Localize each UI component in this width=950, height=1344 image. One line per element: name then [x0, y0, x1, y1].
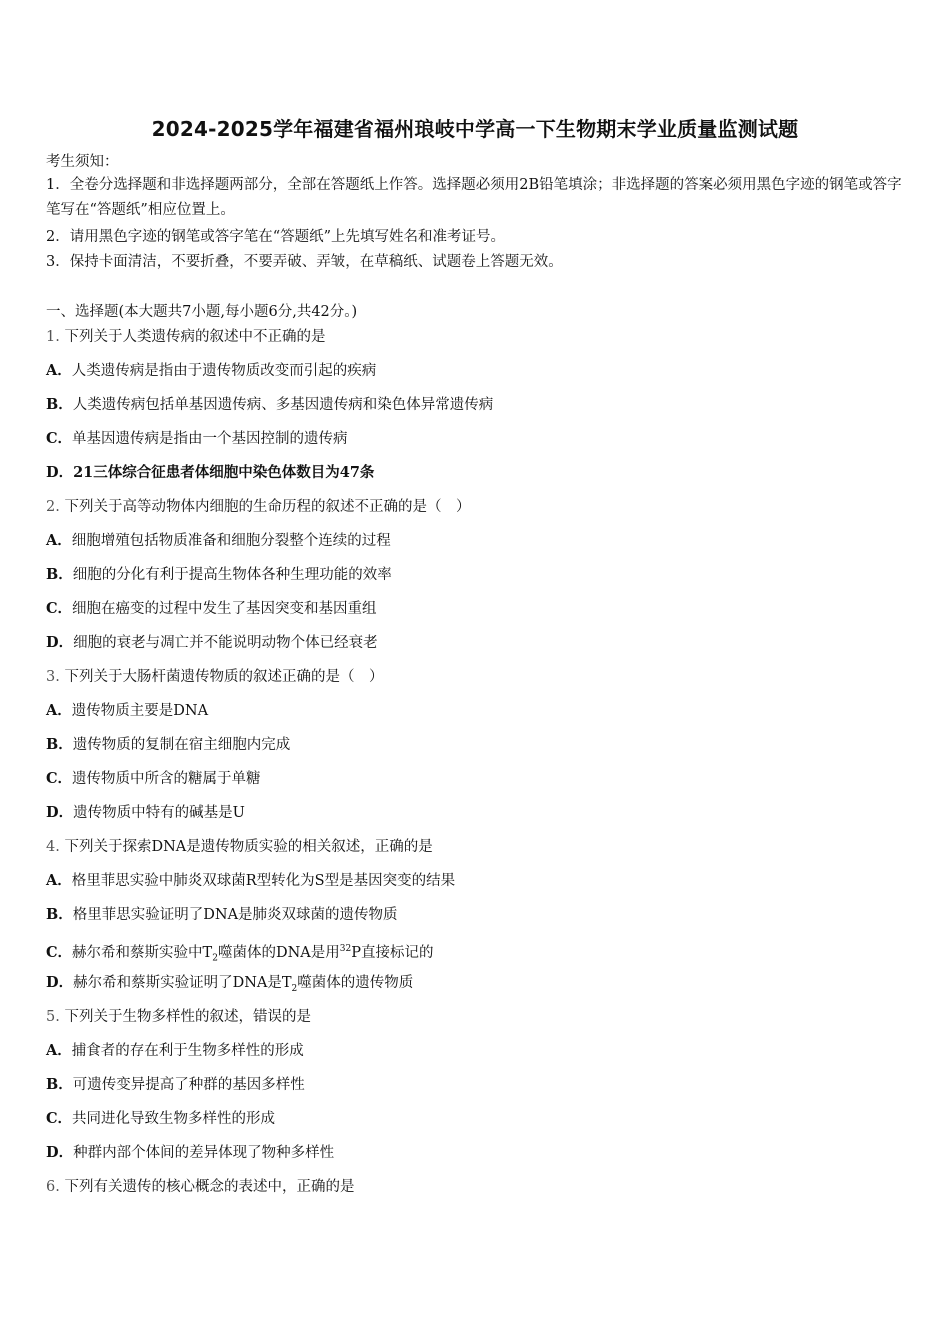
- option-text: 遗传物质主要是DNA: [71, 703, 209, 719]
- question-4-option-b: [46, 905, 398, 925]
- option-letter: D．: [46, 974, 74, 991]
- question-5-stem: [46, 1007, 311, 1027]
- option-text: 捕食者的存在利于生物多样性的形成: [71, 1043, 304, 1059]
- notice-item-1: 1．全卷分选择题和非选择题两部分，全部在答题纸上作答。选择题必须用2B铅笔填涂；非选择题的答案必须用黑色字迹的钢笔或答字笔写在“答题纸”相应位置上。: [46, 177, 902, 218]
- option-letter: C．: [46, 600, 73, 617]
- option-text: 单基因遗传病是指由一个基因控制的遗传病: [72, 431, 348, 447]
- section-heading: 一、选择题(本大题共7小题,每小题6分,共42分。): [46, 304, 358, 320]
- option-text: 人类遗传病是指由于遗传物质改变而引起的疾病: [71, 363, 377, 379]
- subscript: 2: [291, 983, 298, 994]
- question-4-option-c: [46, 939, 433, 969]
- option-letter: A．: [46, 872, 72, 889]
- option-letter: D．: [46, 1144, 74, 1161]
- option-text-part: 噬菌体的遗传物质: [297, 975, 414, 991]
- question-number: 1.: [46, 329, 60, 345]
- option-text: 人类遗传病包括单基因遗传病、多基因遗传病和染色体异常遗传病: [72, 397, 494, 413]
- question-6-stem: [46, 1177, 354, 1197]
- question-3-option-a: [46, 701, 208, 721]
- subscript: 2: [212, 953, 218, 964]
- notice-item-2: 2．请用黑色字迹的钢笔或答字笔在“答题纸”上先填写姓名和准考证号。: [46, 229, 506, 245]
- question-5-option-c: [46, 1109, 275, 1129]
- question-5-option-d: [46, 1143, 334, 1163]
- page-title: 2024-2025学年福建省福州琅岐中学高一下生物期末学业质量监测试题: [151, 117, 799, 141]
- question-number: 4.: [46, 839, 60, 855]
- option-letter: B．: [46, 906, 73, 923]
- option-letter: A．: [46, 532, 72, 549]
- question-1-stem: [46, 327, 325, 347]
- option-letter: C．: [46, 943, 73, 961]
- option-letter: B．: [46, 1076, 73, 1093]
- question-2-stem: [46, 497, 470, 517]
- question-3-option-d: [46, 803, 245, 823]
- option-text: 细胞的分化有利于提高生物体各种生理功能的效率: [72, 567, 392, 583]
- question-4-option-a: [46, 871, 455, 891]
- superscript: 32: [339, 944, 352, 954]
- option-letter: C．: [46, 1110, 73, 1127]
- question-5-option-b: [46, 1075, 305, 1095]
- question-text: 下列关于探索DNA是遗传物质实验的相关叙述，正确的是: [64, 839, 433, 855]
- question-3-option-b: [46, 735, 290, 755]
- question-number: 5.: [46, 1009, 60, 1025]
- question-2-option-a: [46, 531, 391, 551]
- option-text-part: P直接标记的: [351, 944, 434, 961]
- option-letter: C．: [46, 430, 73, 447]
- question-1-option-c: [46, 429, 348, 449]
- option-text: 格里菲思实验中肺炎双球菌R型转化为S型是基因突变的结果: [71, 873, 456, 889]
- question-text: 下列关于生物多样性的叙述，错误的是: [64, 1009, 311, 1025]
- question-1-option-d: [46, 463, 374, 483]
- option-text: 可遗传变异提高了种群的基因多样性: [72, 1077, 305, 1093]
- option-letter: B．: [46, 736, 73, 753]
- question-text: 下列关于高等动物体内细胞的生命历程的叙述不正确的是（ ）: [64, 499, 471, 515]
- question-text: 下列关于大肠杆菌遗传物质的叙述正确的是（ ）: [64, 669, 384, 685]
- question-number: 3.: [46, 669, 60, 685]
- question-1-option-a: [46, 361, 376, 381]
- option-text: 共同进化导致生物多样性的形成: [72, 1111, 276, 1127]
- question-3-option-c: [46, 769, 261, 789]
- question-4-stem: [46, 837, 433, 857]
- option-text: 遗传物质的复制在宿主细胞内完成: [72, 737, 291, 753]
- option-letter: B．: [46, 396, 73, 413]
- option-text-part: 赫尔希和蔡斯实验中T: [72, 944, 213, 961]
- option-letter: C．: [46, 770, 73, 787]
- option-letter: A．: [46, 1042, 72, 1059]
- option-text: 21三体综合征患者体细胞中染色体数目为47条: [73, 464, 375, 481]
- option-text: 格里菲思实验证明了DNA是肺炎双球菌的遗传物质: [72, 907, 398, 923]
- option-text: 细胞增殖包括物质准备和细胞分裂整个连续的过程: [71, 533, 391, 549]
- option-text: 遗传物质中所含的糖属于单糖: [72, 771, 261, 787]
- question-1-option-b: [46, 395, 493, 415]
- question-4-option-d: [46, 973, 413, 999]
- question-5-option-a: [46, 1041, 304, 1061]
- option-text: 种群内部个体间的差异体现了物种多样性: [73, 1145, 335, 1161]
- option-letter: D．: [46, 804, 74, 821]
- option-text: 遗传物质中特有的碱基是U: [73, 805, 245, 821]
- question-text: 下列有关遗传的核心概念的表述中，正确的是: [64, 1179, 355, 1195]
- option-letter: B．: [46, 566, 73, 583]
- option-text: 细胞的衰老与凋亡并不能说明动物个体已经衰老: [73, 635, 378, 651]
- option-text-part: 噬菌体的DNA是用: [217, 944, 340, 961]
- question-number: 6.: [46, 1179, 60, 1195]
- option-text: 细胞在癌变的过程中发生了基因突变和基因重组: [72, 601, 377, 617]
- option-letter: A．: [46, 362, 72, 379]
- option-letter: D．: [46, 464, 74, 481]
- question-2-option-c: [46, 599, 377, 619]
- option-letter: A．: [46, 702, 72, 719]
- question-number: 2.: [46, 499, 60, 515]
- question-2-option-d: [46, 633, 378, 653]
- question-2-option-b: [46, 565, 392, 585]
- question-text: 下列关于人类遗传病的叙述中不正确的是: [64, 329, 326, 345]
- option-letter: D．: [46, 634, 74, 651]
- notice-item-3: 3．保持卡面清洁，不要折叠，不要弄破、弄皱，在草稿纸、试题卷上答题无效。: [46, 254, 563, 270]
- question-3-stem: [46, 667, 383, 687]
- notice-heading: 考生须知：: [46, 154, 119, 170]
- option-text-part: 赫尔希和蔡斯实验证明了DNA是T: [73, 975, 292, 991]
